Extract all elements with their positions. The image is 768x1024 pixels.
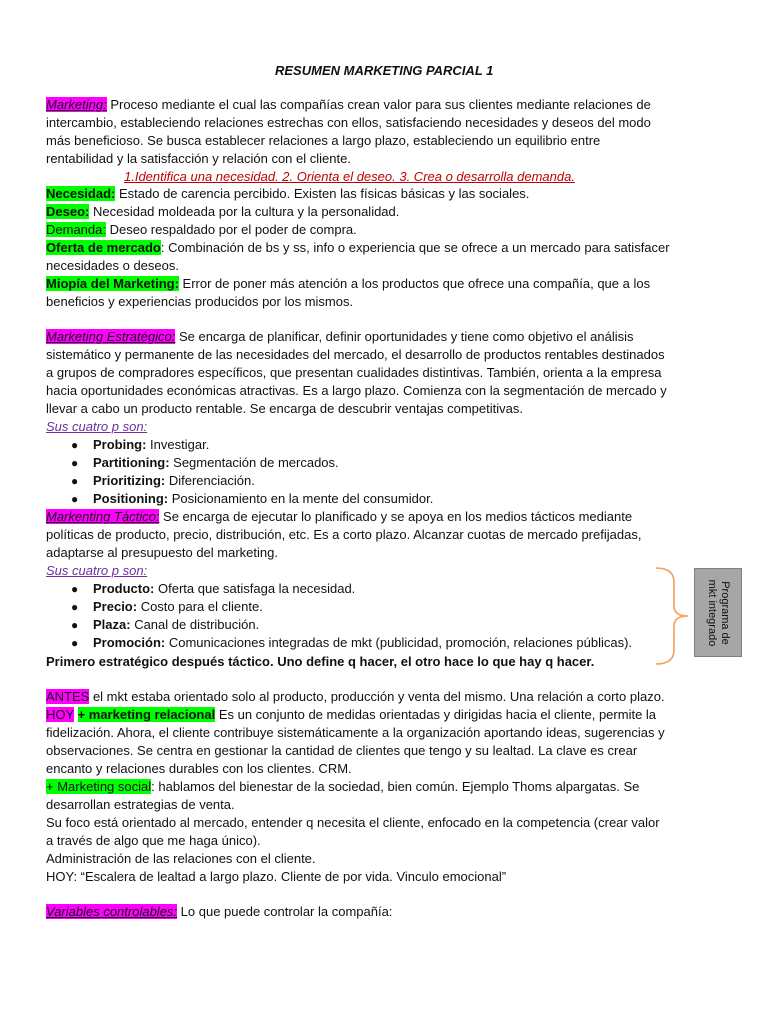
marketing-definition-line-3: más beneficioso. Se busca establecer relaciones a largo plazo, estableciendo un equilibrio entre (46, 133, 601, 148)
tactico-line-3: adaptarse al presupuesto del marketing. (46, 545, 278, 560)
estrategico-line-3: a grupos de compradores específicos, que presentan cualidades distintivas. También, orienta a la empresa (46, 365, 662, 380)
bullet-icon: ● (71, 582, 79, 596)
tactico-line-1: Markenting Táctico: Se encarga de ejecutar lo planificado y se apoya en los medios tácticos mediante (46, 509, 633, 524)
estrategico-line-5: llevar a cabo un producto rentable. Se encarga de descubrir ventajas competitivas. (46, 401, 523, 416)
social-line-2: desarrollan estrategias de venta. (46, 797, 235, 812)
list-item: ● Partitioning: Segmentación de mercados. (71, 455, 339, 470)
definition-demanda: Demanda: Deseo respaldado por el poder de compra. (46, 222, 357, 237)
hoy-term: HOY (46, 707, 74, 722)
side-label-line-1: Programa de (719, 580, 731, 645)
definition-necesidad: Necesidad: Estado de carencia percibido. Existen las físicas básicas y las sociales. (46, 186, 530, 201)
definition-miopia-cont: beneficios y experiencias producidos por los mismos. (46, 294, 354, 309)
marketing-term: Marketing: (46, 97, 107, 112)
variables-line: Variables controlables: Lo que puede controlar la compañía: (46, 904, 393, 919)
hoy-line-4: encanto y relaciones durables con los clientes. CRM. (46, 761, 352, 776)
estrategico-line-1: Marketing Estratégico: Se encarga de planificar, definir oportunidades y tiene como objetivo el análisis (46, 329, 634, 344)
marketing-relacional-term: + marketing relacional (77, 707, 216, 722)
list-item: ● Promoción: Comunicaciones integradas de mkt (publicidad, promoción, relaciones públicas). (71, 635, 633, 650)
social-line-1: + Marketing social: hablamos del bienestar de la sociedad, bien común. Ejemplo Thoms alpargatas. Se (46, 779, 640, 794)
bullet-icon: ● (71, 618, 79, 632)
estrategico-line-4: hacia oportunidades económicas atractivas. Es a largo plazo. Comienza con la segmentación de mercado y (46, 383, 667, 398)
hoy-line-3: observaciones. Se centra en gestionar la cantidad de clientes que tengo y su lealtad. La clave es crear (46, 743, 638, 758)
marketing-definition-line-1: Marketing: Proceso mediante el cual las compañías crean valor para sus clientes mediante relaciones de (46, 97, 651, 112)
side-label-line-2: mkt integrado (706, 579, 718, 646)
definition-deseo: Deseo: Necesidad moldeada por la cultura y la personalidad. (46, 204, 400, 219)
list-item: ● Precio: Costo para el cliente. (71, 599, 263, 614)
extra-line-1: Su foco está orientado al mercado, entender q necesita el cliente, enfocado en la competencia (crear valor (46, 815, 660, 830)
hoy-line-2: fidelización. Ahora, el cliente contribuye sistemáticamente a la organización aportando ideas, sugerencias y (46, 725, 665, 740)
curly-brace-icon (652, 566, 692, 666)
list-item: ● Plaza: Canal de distribución. (71, 617, 260, 632)
variables-term: Variables controlables: (46, 904, 178, 919)
antes-line: ANTES el mkt estaba orientado solo al producto, producción y venta del mismo. Una relación a corto plazo. (46, 689, 665, 704)
marketing-definition-line-4: rentabilidad y la satisfacción y relación con el cliente. (46, 151, 351, 166)
antes-term: ANTES (46, 689, 90, 704)
programa-mkt-integrado-box (694, 568, 742, 657)
tactico-summary: Primero estratégico después táctico. Uno define q hacer, el otro hace lo que hay q hacer. (46, 654, 595, 669)
extra-line-4: HOY: “Escalera de lealtad a largo plazo. Cliente de por vida. Vinculo emocional” (46, 869, 507, 884)
extra-line-3: Administración de las relaciones con el cliente. (46, 851, 316, 866)
list-item: ● Probing: Investigar. (71, 437, 210, 452)
estrategico-term: Marketing Estratégico: (46, 329, 176, 344)
bullet-icon: ● (71, 438, 79, 452)
list-item: ● Prioritizing: Diferenciación. (71, 473, 255, 488)
list-item: ● Positioning: Posicionamiento en la mente del consumidor. (71, 491, 434, 506)
definition-miopia: Miopía del Marketing: Error de poner más atención a los productos que ofrece una compañía, que a los (46, 276, 651, 291)
marketing-definition-line-2: intercambio, estableciendo relaciones estrechas con ellos, satisfaciendo necesidades y deseos del modo (46, 115, 651, 130)
bullet-icon: ● (71, 636, 79, 650)
estrategico-line-2: sistemático y permanente de las necesidades del mercado, el desarrollo de productos rentables destinados (46, 347, 665, 362)
bullet-icon: ● (71, 474, 79, 488)
tactico-term: Markenting Táctico: (46, 509, 160, 524)
tactico-p-heading: Sus cuatro p son: (46, 563, 148, 578)
extra-line-2: a través de algo que me haga único). (46, 833, 261, 848)
tactico-line-2: políticas de producto, precio, distribución, etc. Es a corto plazo. Alcanzar cuotas de mercado prefijadas, (46, 527, 642, 542)
bullet-icon: ● (71, 456, 79, 470)
page-title: RESUMEN MARKETING PARCIAL 1 (275, 63, 494, 78)
estrategico-p-heading: Sus cuatro p son: (46, 419, 148, 434)
definition-oferta: Oferta de mercado: Combinación de bs y ss, info o experiencia que se ofrece a un mercado para satisfacer (46, 240, 670, 255)
hoy-line-1: HOY + marketing relacional Es un conjunto de medidas orientadas y dirigidas hacia el cliente, permite la (46, 707, 657, 722)
bullet-icon: ● (71, 492, 79, 506)
definition-oferta-cont: necesidades o deseos. (46, 258, 179, 273)
marketing-steps: 1.Identifica una necesidad. 2. Orienta el deseo. 3. Crea o desarrolla demanda. (124, 169, 575, 184)
bullet-icon: ● (71, 600, 79, 614)
marketing-social-term: + Marketing social (46, 779, 152, 794)
list-item: ● Producto: Oferta que satisfaga la necesidad. (71, 581, 356, 596)
